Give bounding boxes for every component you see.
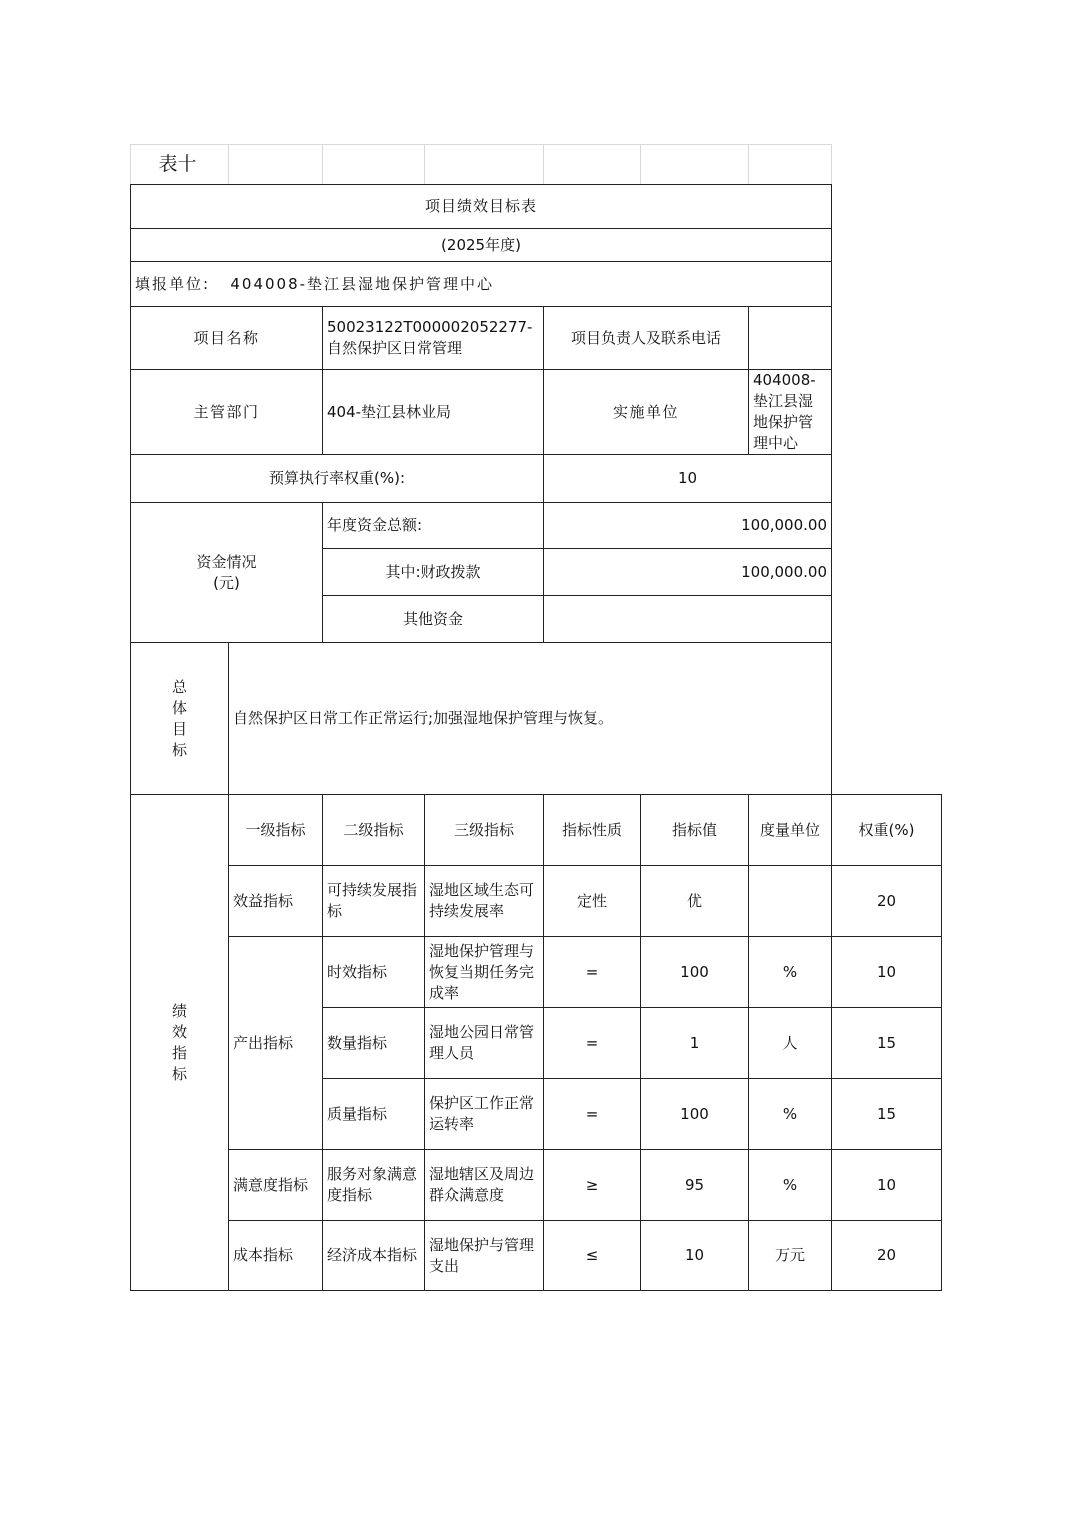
- header-value: 指标值: [641, 795, 749, 866]
- budget-rate-label: 预算执行率权重(%):: [131, 455, 544, 503]
- fill-unit-label: 填报单位:: [135, 274, 211, 293]
- funds-label-unit: (元): [213, 573, 240, 592]
- overall-goal-char: 体: [171, 698, 187, 717]
- indicators-char: 标: [171, 1064, 187, 1083]
- indicator-unit: %: [749, 1079, 832, 1150]
- empty-cell: [323, 145, 425, 185]
- project-contact-label: 项目负责人及联系电话: [544, 307, 749, 370]
- indicator-level1: 满意度指标: [229, 1150, 323, 1221]
- table-label: 表十: [131, 145, 229, 185]
- header-level2: 二级指标: [323, 795, 425, 866]
- indicator-value: 1: [641, 1008, 749, 1079]
- header-nature: 指标性质: [544, 795, 641, 866]
- funds-label-main: 资金情况: [196, 552, 257, 571]
- indicator-unit: 人: [749, 1008, 832, 1079]
- table-row: [131, 866, 942, 937]
- indicator-level3: 湿地保护与管理支出: [425, 1221, 544, 1291]
- indicator-weight: 20: [832, 1221, 942, 1291]
- indicator-unit: %: [749, 937, 832, 1008]
- indicator-value: 优: [641, 866, 749, 937]
- indicators-char: 指: [171, 1043, 187, 1062]
- budget-rate-value: 10: [544, 455, 832, 503]
- funds-label: [131, 503, 323, 643]
- overall-goal-label: [131, 643, 229, 795]
- indicator-nature: =: [544, 1008, 641, 1079]
- indicator-level2: 时效指标: [323, 937, 425, 1008]
- indicator-weight: 15: [832, 1079, 942, 1150]
- indicator-level3: 湿地辖区及周边群众满意度: [425, 1150, 544, 1221]
- indicator-value: 95: [641, 1150, 749, 1221]
- indicator-unit: %: [749, 1150, 832, 1221]
- indicator-nature: =: [544, 937, 641, 1008]
- empty-cell: [229, 145, 323, 185]
- overall-goal-text: 自然保护区日常工作正常运行;加强湿地保护管理与恢复。: [229, 643, 832, 795]
- overall-goal-char: 标: [171, 740, 187, 759]
- funds-other-value: [544, 596, 832, 643]
- indicator-level2: 数量指标: [323, 1008, 425, 1079]
- project-name-value: 50023122T000002052277-自然保护区日常管理: [323, 307, 544, 370]
- indicator-level3: 湿地公园日常管理人员: [425, 1008, 544, 1079]
- table-row: [131, 937, 942, 1008]
- empty-cell: [425, 145, 544, 185]
- indicator-weight: 10: [832, 1150, 942, 1221]
- department-label: 主管部门: [131, 370, 323, 455]
- sheet-label-row: [131, 145, 942, 185]
- indicators-char: 绩: [171, 1001, 187, 1020]
- page-title: 项目绩效目标表: [131, 185, 832, 229]
- funds-total-label: 年度资金总额:: [323, 503, 544, 549]
- implementer-value: 404008-垫江县湿地保护管理中心: [749, 370, 832, 455]
- department-value: 404-垫江县林业局: [323, 370, 544, 455]
- indicator-header-row: [131, 795, 942, 866]
- fill-unit-value: 404008-垫江县湿地保护管理中心: [230, 274, 495, 293]
- indicator-nature: =: [544, 1079, 641, 1150]
- table-row: [131, 1150, 942, 1221]
- budget-rate-row: [131, 455, 942, 503]
- funds-fiscal-label: 其中:财政拨款: [323, 549, 544, 596]
- indicator-weight: 10: [832, 937, 942, 1008]
- header-unit: 度量单位: [749, 795, 832, 866]
- fiscal-year: (2025年度): [131, 229, 832, 262]
- indicator-nature: ≥: [544, 1150, 641, 1221]
- department-row: [131, 370, 942, 455]
- indicators-label: [131, 795, 229, 1291]
- indicator-level2: 质量指标: [323, 1079, 425, 1150]
- overall-goal-char: 总: [171, 677, 187, 696]
- indicator-nature: ≤: [544, 1221, 641, 1291]
- fill-unit: [131, 262, 832, 307]
- empty-cell: [544, 145, 641, 185]
- overall-goal-char: 目: [171, 719, 187, 738]
- indicator-value: 100: [641, 1079, 749, 1150]
- header-weight: 权重(%): [832, 795, 942, 866]
- header-level3: 三级指标: [425, 795, 544, 866]
- indicator-level3: 湿地区域生态可持续发展率: [425, 866, 544, 937]
- project-name-label: 项目名称: [131, 307, 323, 370]
- indicator-unit: [749, 866, 832, 937]
- indicator-level2: 经济成本指标: [323, 1221, 425, 1291]
- indicator-weight: 20: [832, 866, 942, 937]
- indicator-level3: 保护区工作正常运转率: [425, 1079, 544, 1150]
- indicator-value: 10: [641, 1221, 749, 1291]
- indicator-weight: 15: [832, 1008, 942, 1079]
- fill-unit-row: [131, 262, 942, 307]
- indicator-nature: 定性: [544, 866, 641, 937]
- indicator-level2: 服务对象满意度指标: [323, 1150, 425, 1221]
- title-row: [131, 185, 942, 229]
- indicator-unit: 万元: [749, 1221, 832, 1291]
- funds-fiscal-value: 100,000.00: [544, 549, 832, 596]
- year-row: [131, 229, 942, 262]
- indicator-value: 100: [641, 937, 749, 1008]
- funds-total-row: [131, 503, 942, 549]
- indicator-level2: 可持续发展指标: [323, 866, 425, 937]
- performance-target-table: [130, 144, 942, 1291]
- project-name-row: [131, 307, 942, 370]
- header-level1: 一级指标: [229, 795, 323, 866]
- indicator-level1: 成本指标: [229, 1221, 323, 1291]
- indicator-level1: 产出指标: [229, 937, 323, 1150]
- indicator-level1: 效益指标: [229, 866, 323, 937]
- table-row: [131, 1221, 942, 1291]
- funds-other-label: 其他资金: [323, 596, 544, 643]
- empty-cell: [641, 145, 749, 185]
- funds-total-value: 100,000.00: [544, 503, 832, 549]
- indicator-level3: 湿地保护管理与恢复当期任务完成率: [425, 937, 544, 1008]
- empty-cell: [749, 145, 832, 185]
- project-contact-value: [749, 307, 832, 370]
- implementer-label: 实施单位: [544, 370, 749, 455]
- indicators-char: 效: [171, 1022, 187, 1041]
- overall-goal-row: [131, 643, 942, 795]
